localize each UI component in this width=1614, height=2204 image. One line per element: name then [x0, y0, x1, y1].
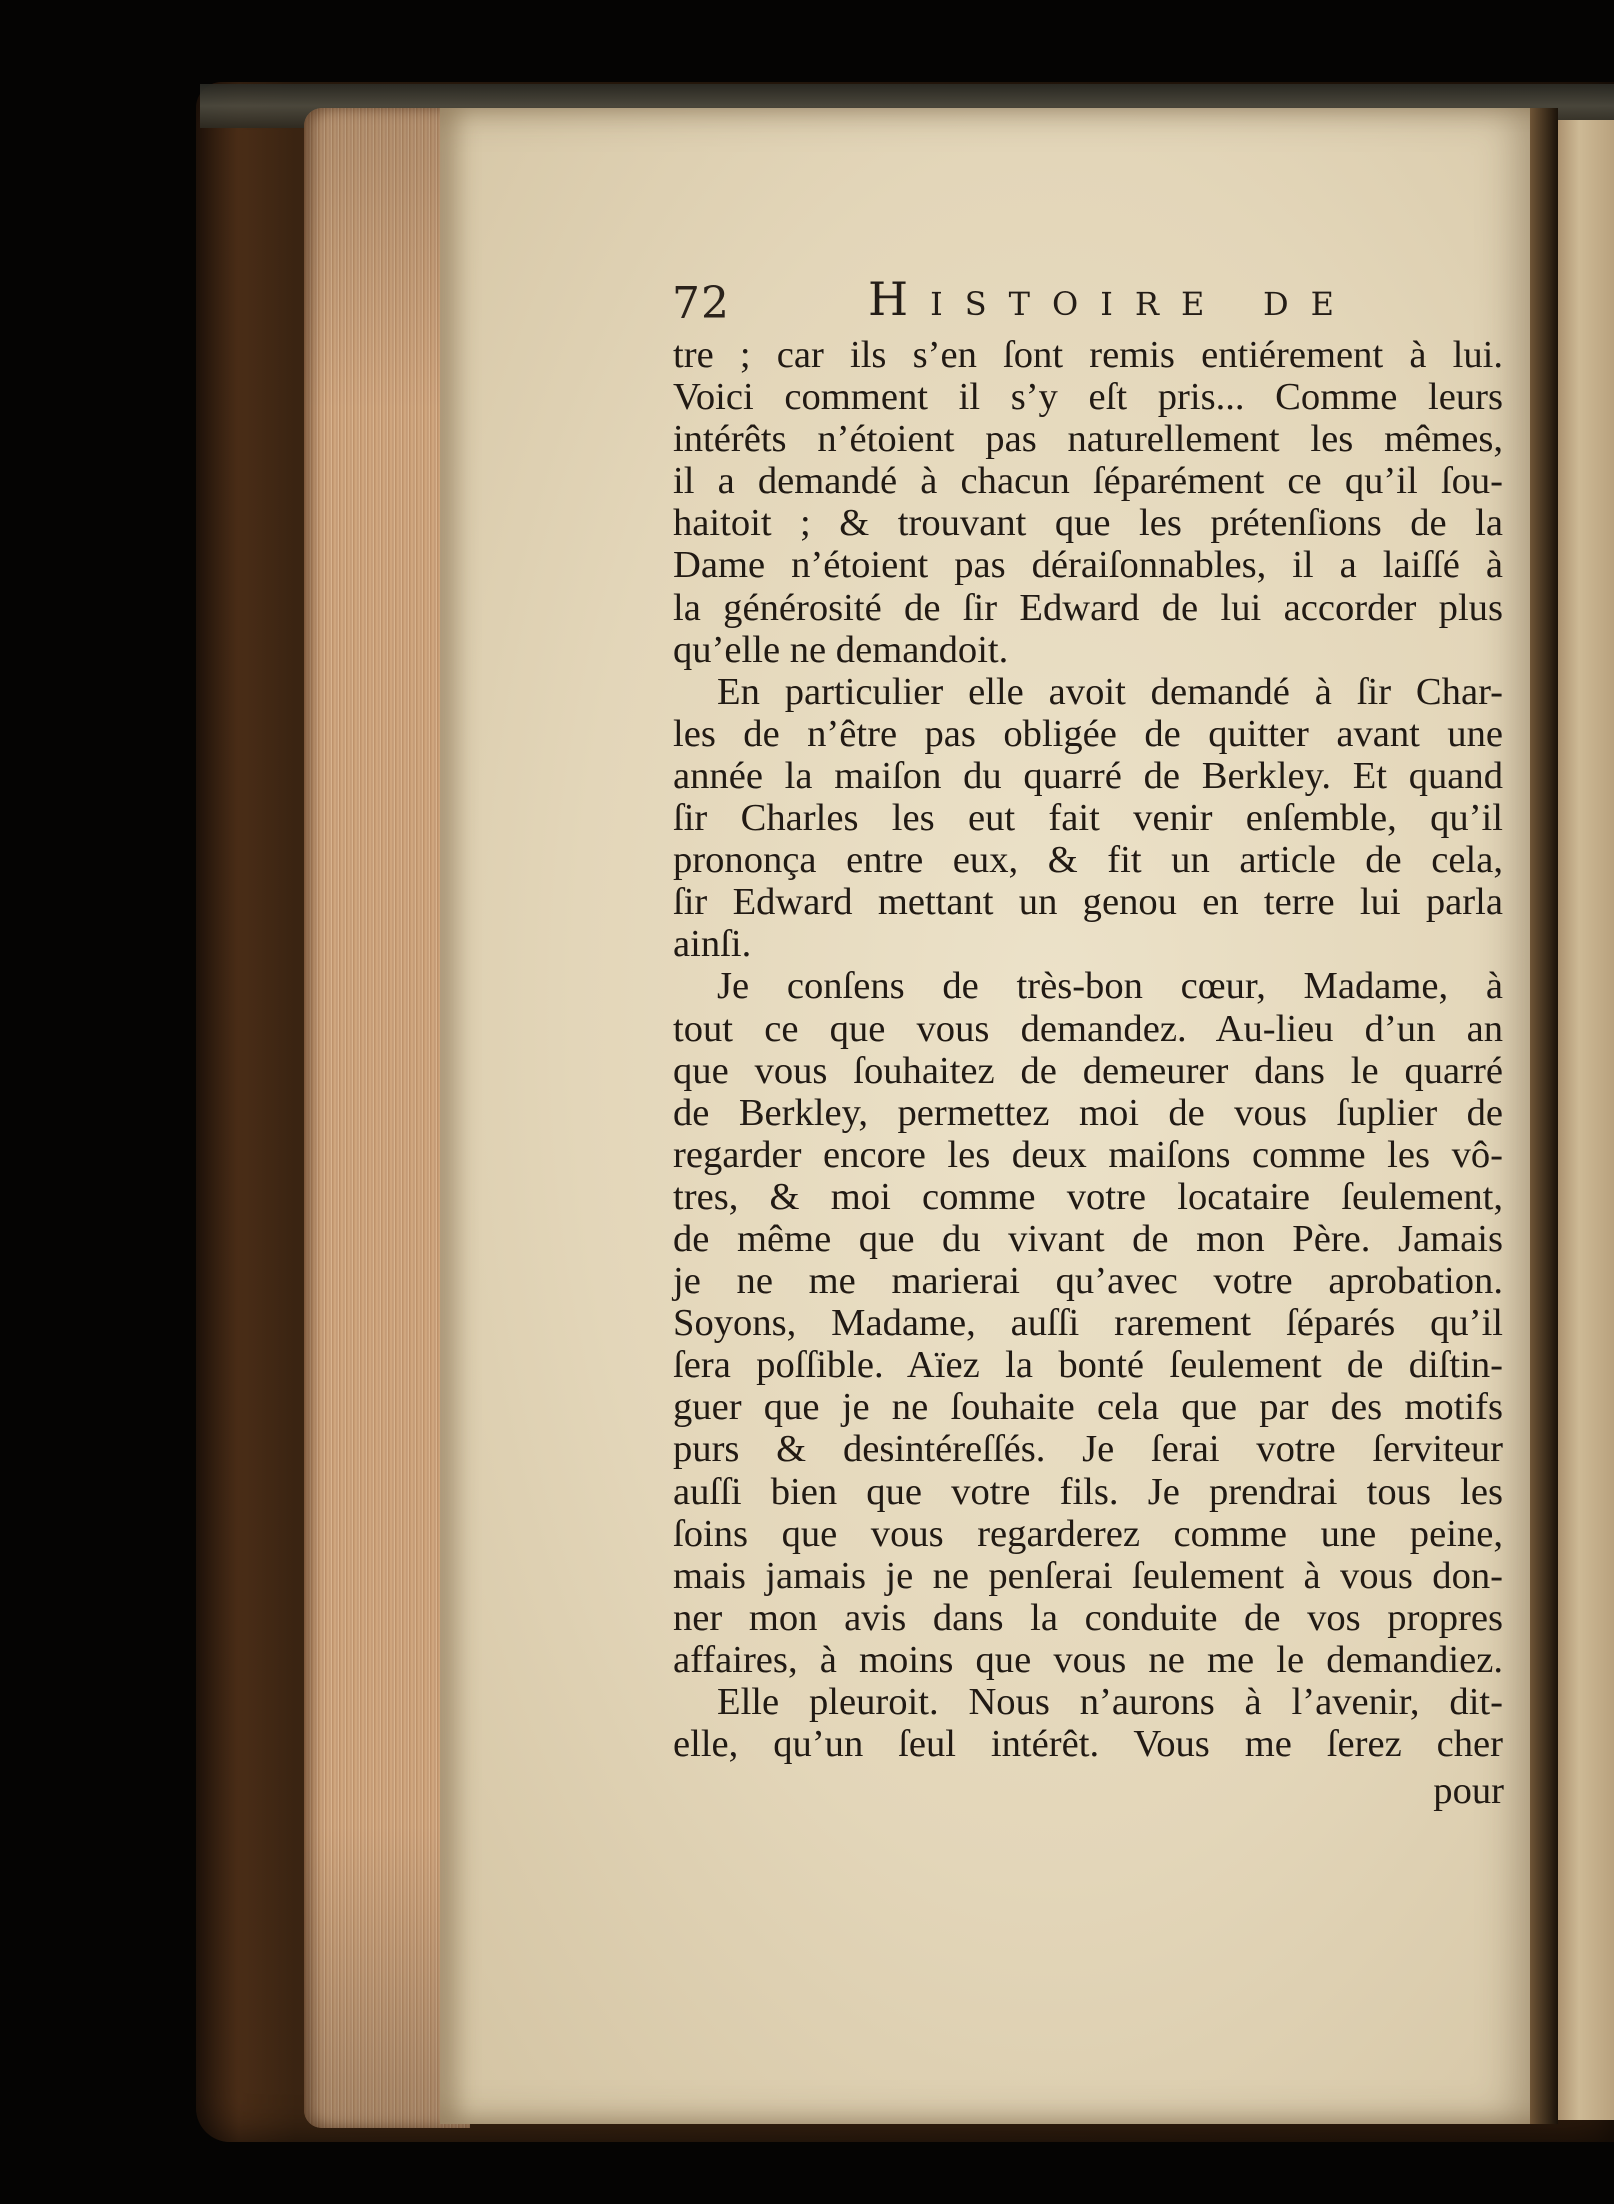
- text-line: de même que du vivant de mon Père. Jamais: [673, 1217, 1503, 1260]
- text-line: purs & desintéreſſés. Je ſerai votre ſerviteur: [673, 1428, 1503, 1471]
- text-line: que vous ſouhaitez de demeurer dans le quarré: [673, 1049, 1503, 1092]
- page-number: 72: [672, 278, 730, 329]
- text-line: Dame n’étoient pas déraiſonnables, il a laiſſé à: [673, 544, 1503, 587]
- text-line: Soyons, Madame, auſſi rarement ſéparés qu’il: [673, 1302, 1503, 1345]
- text-line: ner mon avis dans la conduite de vos propres: [673, 1596, 1503, 1639]
- text-line: je ne me marierai qu’avec votre aprobation.: [673, 1260, 1503, 1303]
- text-line: elle, qu’un ſeul intérêt. Vous me ſerez cher: [673, 1723, 1503, 1766]
- text-line: ainſi.: [673, 923, 752, 966]
- text-line: année la maiſon du quarré de Berkley. Et quand: [673, 754, 1503, 797]
- text-line: il a demandé à chacun ſéparément ce qu’il ſou-: [673, 460, 1503, 503]
- text-line: Elle pleuroit. Nous n’aurons à l’avenir, dit-: [717, 1681, 1503, 1723]
- text-line: Je conſens de très-bon cœur, Madame, à: [717, 965, 1503, 1008]
- running-title: Histoire de: [868, 272, 1356, 326]
- text-line: de Berkley, permettez moi de vous ſuplier de: [673, 1091, 1503, 1134]
- catchword: pour: [1433, 1770, 1504, 1812]
- text-line: intérêts n’étoient pas naturellement les mêmes,: [673, 418, 1503, 461]
- text-line: ſoins que vous regarderez comme une peine,: [673, 1512, 1503, 1555]
- text-line: tre ; car ils s’en ſont remis entiérement à lui.: [673, 334, 1503, 376]
- facing-page-edge: [1556, 120, 1614, 2120]
- text-line: En particulier elle avoit demandé à ſir Char-: [717, 670, 1503, 713]
- text-line: les de n’être pas obligée de quitter avant une: [673, 712, 1503, 755]
- text-line: regarder encore les deux maiſons comme les vô-: [673, 1133, 1503, 1176]
- text-line: mais jamais je ne penſerai ſeulement à vous don-: [673, 1554, 1503, 1597]
- text-line: guer que je ne ſouhaite cela que par des motifs: [673, 1386, 1503, 1429]
- text-line: ſera poſſible. Aïez la bonté ſeulement de diſtin-: [673, 1344, 1503, 1387]
- text-line: Voici comment il s’y eſt pris... Comme leurs: [673, 376, 1503, 419]
- page-gutter: [1530, 108, 1558, 2124]
- text-line: affaires, à moins que vous ne me le demandiez.: [673, 1638, 1503, 1681]
- text-line: auſſi bien que votre fils. Je prendrai tous les: [673, 1470, 1503, 1513]
- text-line: tres, & moi comme votre locataire ſeulement,: [673, 1175, 1503, 1218]
- text-line: la générosité de ſir Edward de lui accorder plus: [673, 586, 1503, 629]
- text-line: ſir Charles les eut fait venir enſemble, qu’il: [673, 797, 1503, 840]
- text-line: ſir Edward mettant un genou en terre lui parla: [673, 881, 1503, 924]
- text-line: qu’elle ne demandoit.: [673, 628, 1009, 671]
- text-line: haitoit ; & trouvant que les prétenſions de la: [673, 502, 1503, 545]
- text-line: prononça entre eux, & fit un article de cela,: [673, 839, 1503, 882]
- body-text: [673, 334, 1503, 1765]
- text-line: tout ce que vous demandez. Au-lieu d’un an: [673, 1007, 1503, 1050]
- page-header: [672, 272, 1378, 332]
